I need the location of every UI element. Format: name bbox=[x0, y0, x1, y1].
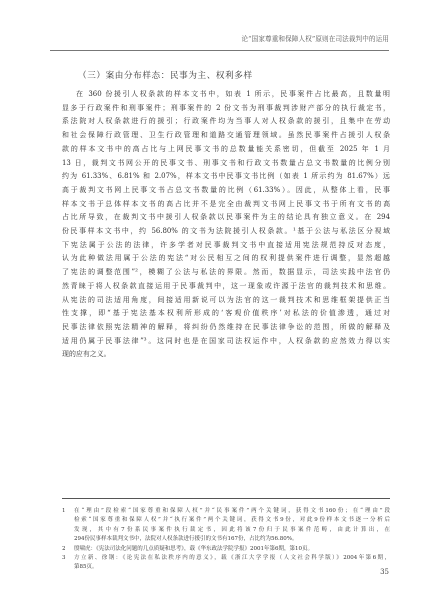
body-line: 性支撑，即“基于宪法基本权利所形成的‘客观价值秩序’对私法的价值渗透，通过对 bbox=[62, 309, 390, 318]
body-line: 约为 61.33%、6.81% 和 2.07%，样本文书中民事文书比例（如表 1 所示约为 81.67%）远 bbox=[62, 172, 390, 181]
footnote-line: 294份民事样本裁判文书中，法院对人权条款进行援引的文书有167份，占比约为56.80%。 bbox=[74, 536, 298, 543]
footnote bbox=[62, 545, 390, 554]
body-line: 13 日，裁判文书网公开的民事文书、刑事文书和行政文书数量占总文书数量的比例分别 bbox=[62, 158, 390, 167]
footnote-line: 第85页。 bbox=[74, 564, 98, 571]
footnote-line: 发现，其中有7份系民事案件执行裁定书，因此将该7份归于民事案件范畴，由此计算出，在 bbox=[74, 526, 390, 533]
body-line: 了宪法的调整范围”²，模糊了公法与私法的界限。然而，数据显示，司法实践中法官仍 bbox=[62, 268, 390, 277]
body-line: 从宪法的司法适用角度，间接适用新说可以为法官的这一裁判技术和思维框架提供正当 bbox=[62, 295, 390, 304]
footnote-line: 方立新、徐钢：《论宪法在私法秩序内的意义》，载《浙江大学学报（人文社会科学版）》2004年第6期， bbox=[74, 555, 390, 562]
body-line: 和社会保障行政管理、卫生行政管理和道路交通管理领域。虽然民事案件占援引人权条 bbox=[62, 131, 390, 140]
footnote-rule bbox=[62, 498, 390, 499]
body-line: 占比所导致，在裁判文书中援引人权条款以民事案件为主的结论具有独立意义。在 294 bbox=[62, 213, 390, 222]
body-line: 份民事样本文书中，约 56.80% 的文书为法院援引人权条款。¹基于公法与私法区分视域 bbox=[62, 227, 390, 236]
body-line: 适用仍属于民事法律”³。这同时也是在国家司法权运作中，人权条款的应然效力得以实 bbox=[62, 336, 390, 345]
body-line: 样本文书于总体样本文书的高占比并不是完全由裁判文书网上民事文书于所有文书的高 bbox=[62, 199, 390, 208]
footnote-line: 在“理由”段检索“国家尊重和保障人权”并“民事案件”两个关键词，获得文书160份；在“理由”段 bbox=[74, 508, 390, 514]
footnote-number: 1 bbox=[62, 508, 66, 514]
footnotes bbox=[62, 507, 390, 573]
body-line: 民事法律依照宪法精神的解释，将纠纷仍然维持在民事法律争讼的范围，所做的解释及 bbox=[62, 322, 390, 331]
body-line: 款的样本文书中的高占比与上网民事文书的总数量能关系密切，但截至 2025 年 1 月 bbox=[62, 144, 390, 153]
header-rule bbox=[50, 50, 389, 51]
body-line: 系法院对人权条款进行的援引；行政案件均为当事人对人权条款的援引，且集中在劳动 bbox=[62, 117, 390, 126]
section-heading: （三）案由分布样态：民事为主、权利多样 bbox=[78, 71, 253, 81]
footnote-number: 2 bbox=[62, 545, 66, 552]
running-header: 论“国家尊重和保障人权”原则在司法裁判中的运用 bbox=[241, 35, 389, 43]
body-line: 显多于行政案件和刑事案件；刑事案件的 2 份文书为刑事裁判涉财产部分的执行裁定书， bbox=[62, 103, 390, 112]
footnote-line: 殷啸虎：《宪法司法化问题的几点质疑和思考》，载《华东政法学院学报》2001年第6期，第10页。 bbox=[74, 545, 313, 552]
body-text bbox=[62, 88, 390, 362]
body-line: 下宪法属于公法的法律，许多学者对民事裁判文书中直接适用宪法规范持反对态度， bbox=[62, 240, 390, 249]
footnote bbox=[62, 554, 390, 573]
body-line: 现的应有之义。 bbox=[62, 350, 111, 359]
footnote-line: 检索“国家尊重和保障人权”并“执行案件”两个关键词，获得文书9份，对此9份样本文书逐一分析后 bbox=[74, 517, 390, 524]
body-line: 认为此种做法用属于公法的宪法“对公民相互之间的权利提供案件进行调整，显然超越 bbox=[62, 254, 390, 263]
page-number: 35 bbox=[380, 568, 389, 576]
body-line: 然青睐于将人权条款直接运用于民事裁判中，这一现象或许源于法官的裁判技术和思维。 bbox=[62, 281, 390, 290]
body-line: 高于裁判文书网上民事文书占总文书数量的比例（61.33%）。因此，从整体上看，民事 bbox=[62, 185, 390, 194]
footnote-number: 3 bbox=[62, 555, 66, 562]
body-line: 在 360 份援引人权条款的样本文书中，如表 1 所示，民事案件占比最高，且数量明 bbox=[76, 90, 390, 98]
footnote bbox=[62, 507, 390, 545]
body-paragraph bbox=[62, 88, 390, 362]
